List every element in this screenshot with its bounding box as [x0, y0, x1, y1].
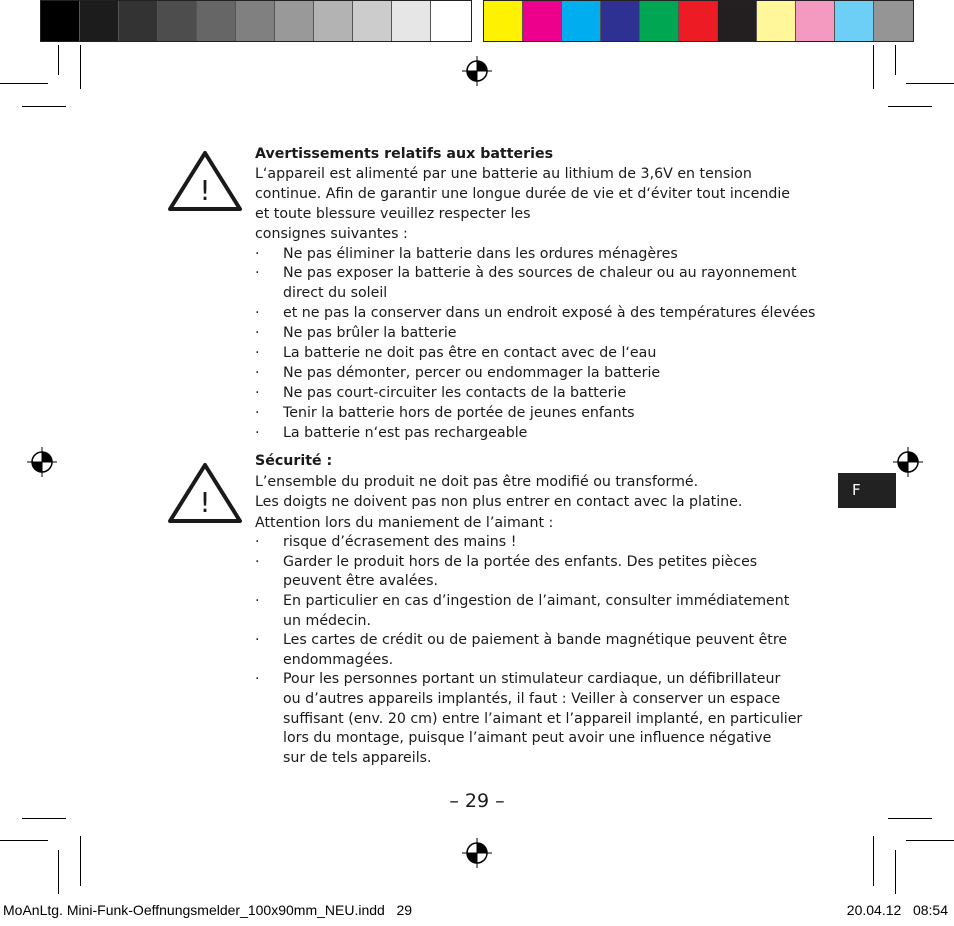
text-line: continue. Afin de garantir une longue durée de vie et d‘éviter tout incendie	[255, 185, 790, 202]
crop-mark	[906, 840, 954, 841]
battery-intro	[255, 165, 855, 245]
bullet-icon: ·	[255, 325, 260, 342]
list-item	[255, 364, 855, 384]
crop-mark	[0, 840, 48, 841]
list-item	[255, 245, 855, 265]
list-item	[255, 670, 855, 768]
list-item-line: ou d’autres appareils implantés, il faut : Veiller à conserver un espace	[283, 691, 781, 708]
list-item-line: risque d’écrasement des mains !	[283, 534, 517, 551]
list-item-line: Ne pas brûler la batterie	[283, 325, 457, 342]
bullet-icon: ·	[255, 593, 260, 610]
list-item-line: et ne pas la conserver dans un endroit exposé à des températures élevées	[283, 305, 816, 322]
color-swatch	[874, 1, 913, 41]
bullet-icon: ·	[255, 265, 260, 282]
bullet-icon: ·	[255, 404, 260, 421]
crop-mark	[888, 818, 932, 819]
registration-mark-icon	[462, 56, 492, 86]
crop-mark	[80, 836, 81, 886]
crop-mark	[895, 45, 896, 75]
color-swatch	[718, 1, 757, 41]
list-item-line: lors du montage, puisque l’aimant peut avoir une influence négative	[283, 730, 772, 747]
main-content	[255, 145, 855, 768]
gray-swatch	[80, 1, 119, 41]
warning-glyph: !	[199, 174, 211, 207]
text-line: L‘appareil est alimenté par une batterie au lithium de 3,6V en tension	[255, 165, 752, 182]
list-item-line: Ne pas court-circuiter les contacts de la batterie	[283, 384, 627, 401]
color-swatch	[796, 1, 835, 41]
crop-mark	[0, 83, 48, 84]
page-number: – 29 –	[449, 790, 505, 812]
bullet-icon: ·	[255, 671, 260, 688]
crop-mark	[888, 106, 932, 107]
color-swatch	[679, 1, 718, 41]
color-swatch	[835, 1, 874, 41]
list-item-line: Garder le produit hors de la portée des enfants. Des petites pièces	[283, 553, 758, 570]
list-item	[255, 324, 855, 344]
list-item	[255, 553, 855, 592]
list-item	[255, 404, 855, 424]
color-swatch	[757, 1, 796, 41]
gray-swatch	[236, 1, 275, 41]
grayscale-calibration-bar	[40, 0, 472, 42]
gray-swatch	[41, 1, 80, 41]
text-line: consignes suivantes :	[255, 225, 408, 242]
list-item	[255, 264, 855, 304]
bullet-icon: ·	[255, 632, 260, 649]
bullet-icon: ·	[255, 424, 260, 441]
gray-swatch	[158, 1, 197, 41]
language-tab: F	[838, 473, 896, 508]
text-line: Attention lors du maniement de l’aimant :	[255, 514, 554, 531]
color-swatch	[640, 1, 679, 41]
registration-mark-icon	[27, 447, 57, 477]
gray-swatch	[197, 1, 236, 41]
color-swatch	[562, 1, 601, 41]
bullet-icon: ·	[255, 364, 260, 381]
bullet-icon: ·	[255, 384, 260, 401]
crop-mark	[22, 106, 66, 107]
list-item-line: La batterie ne doit pas être en contact avec de l‘eau	[283, 345, 657, 362]
list-item-line: La batterie n‘est pas rechargeable	[283, 424, 528, 441]
battery-warnings-heading: Avertissements relatifs aux batteries	[255, 146, 554, 162]
list-item-line: direct du soleil	[283, 285, 388, 302]
crop-mark	[80, 45, 81, 89]
list-item	[255, 424, 855, 444]
list-item	[255, 631, 855, 670]
list-item-line: Les cartes de crédit ou de paiement à bande magnétique peuvent être	[283, 632, 788, 649]
list-item	[255, 592, 855, 631]
text-line: Les doigts ne doivent pas non plus entrer en contact avec la platine.	[255, 494, 743, 511]
list-item-line: En particulier en cas d’ingestion de l’aimant, consulter immédiatement	[283, 593, 790, 610]
crop-mark	[895, 850, 896, 894]
crop-mark	[873, 45, 874, 89]
bullet-icon: ·	[255, 553, 260, 570]
color-swatch	[484, 1, 523, 41]
warning-triangle-icon	[167, 150, 243, 212]
print-slug-datetime: 20.04.12 08:54	[846, 902, 948, 918]
warning-glyph: !	[199, 486, 211, 519]
list-item-line: Tenir la batterie hors de portée de jeunes enfants	[283, 404, 635, 421]
list-item-line: Ne pas exposer la batterie à des sources de chaleur ou au rayonnement	[283, 265, 797, 282]
list-item	[255, 304, 855, 324]
list-item	[255, 344, 855, 364]
safety-intro	[255, 472, 855, 534]
list-item-line: Ne pas démonter, percer ou endommager la batterie	[283, 364, 661, 381]
gray-swatch	[275, 1, 314, 41]
safety-bullet-list	[255, 533, 855, 768]
safety-heading: Sécurité :	[255, 452, 333, 469]
print-slug-filename: MoAnLtg. Mini-Funk-Oeffnungsmelder_100x90mm_NEU.indd 29	[3, 902, 413, 918]
color-swatch	[523, 1, 562, 41]
registration-mark-icon	[462, 838, 492, 868]
list-item-line: sur de tels appareils.	[283, 749, 432, 766]
list-item	[255, 533, 855, 553]
list-item-line: endommagées.	[283, 651, 394, 668]
color-swatch	[601, 1, 640, 41]
text-line: L’ensemble du produit ne doit pas être modifié ou transformé.	[255, 473, 699, 490]
bullet-icon: ·	[255, 245, 260, 262]
bullet-icon: ·	[255, 345, 260, 362]
gray-swatch	[431, 1, 470, 41]
bullet-icon: ·	[255, 305, 260, 322]
gray-swatch	[314, 1, 353, 41]
list-item-line: un médecin.	[283, 612, 372, 629]
crop-mark	[22, 818, 66, 819]
text-line: et toute blessure veuillez respecter les	[255, 205, 531, 222]
list-item-line: peuvent être avalées.	[283, 573, 439, 590]
color-calibration-bar	[483, 0, 914, 42]
gray-swatch	[392, 1, 431, 41]
crop-mark	[906, 83, 954, 84]
gray-swatch	[353, 1, 392, 41]
warning-triangle-icon	[167, 462, 243, 524]
battery-bullet-list	[255, 245, 855, 444]
registration-mark-icon	[893, 447, 923, 477]
gray-swatch	[119, 1, 158, 41]
crop-mark	[873, 836, 874, 886]
list-item	[255, 384, 855, 404]
list-item-line: Pour les personnes portant un stimulateur cardiaque, un défibrillateur	[283, 671, 781, 688]
list-item-line: suffisant (env. 20 cm) entre l’aimant et l’appareil implanté, en particulier	[283, 710, 803, 727]
list-item-line: Ne pas éliminer la batterie dans les ordures ménagères	[283, 245, 678, 262]
crop-mark	[58, 850, 59, 894]
bullet-icon: ·	[255, 534, 260, 551]
crop-mark	[58, 45, 59, 75]
